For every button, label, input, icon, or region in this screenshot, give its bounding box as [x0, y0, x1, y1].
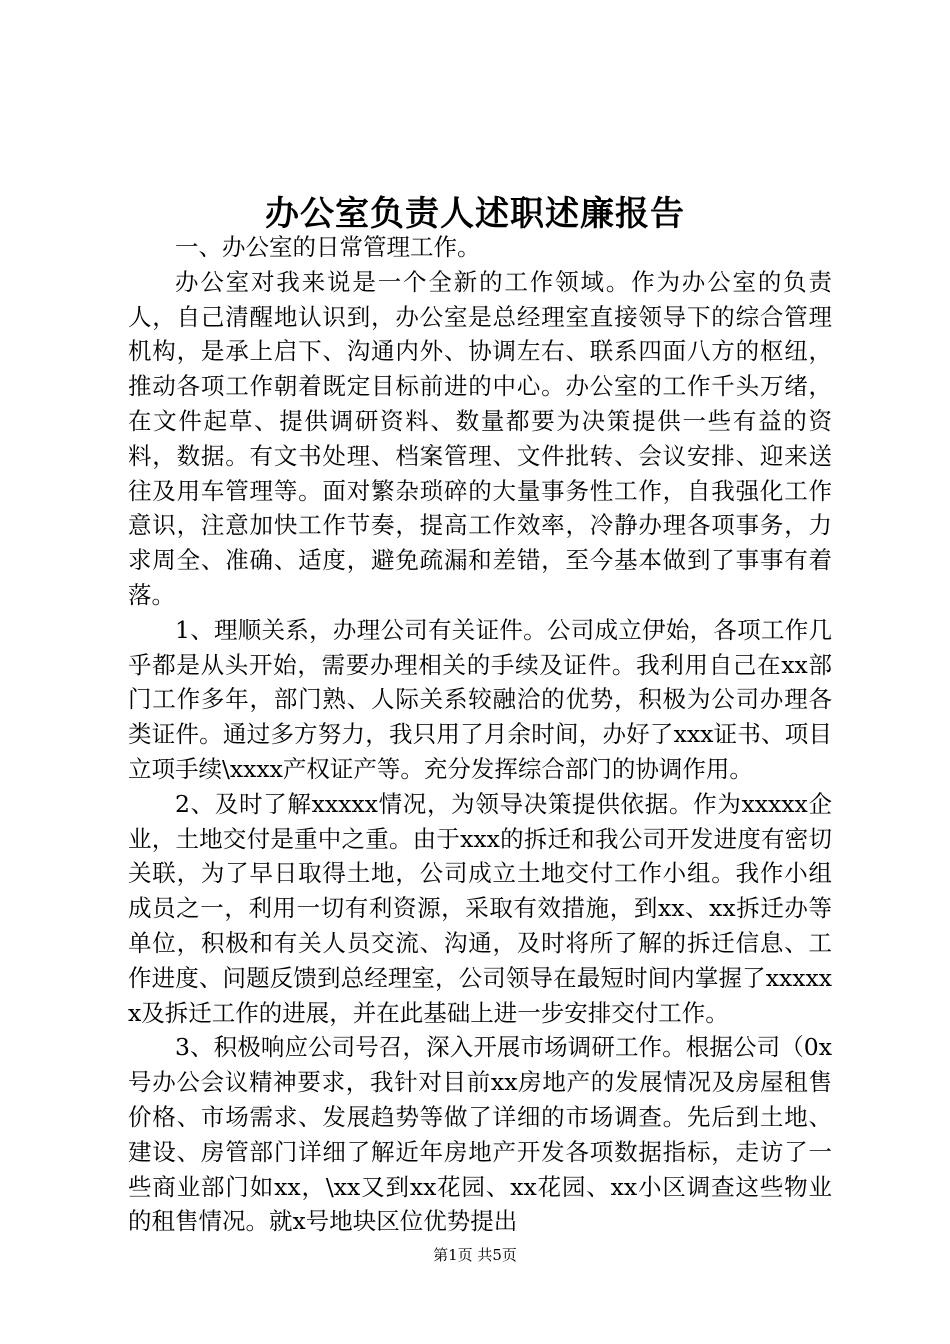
- paragraph-intro: 办公室对我来说是一个全新的工作领域。作为办公室的负责人，自己清醒地认识到，办公室是总经理室直接领导下的综合管理机构，是承上启下、沟通内外、协调左右、联系四面八方的枢纽，推动各项工作朝着既定目标前进的中心。办公室的工作千头万绪，在文件起草、提供调研资料、数量都要为决策提供一些有益的资料，数据。有文书处理、档案管理、文件批转、会议安排、迎来送往及用车管理等。面对繁杂琐碎的大量事务性工作，自我强化工作意识，注意加快工作节奏，提高工作效率，冷静办理各项事务，力求周全、准确、适度，避免疏漏和差错，至今基本做到了事事有着落。: [128, 267, 832, 609]
- paragraph-item-3: 3、积极响应公司号召，深入开展市场调研工作。根据公司（0x号办公会议精神要求，我针对目前xx房地产的发展情况及房屋租售价格、市场需求、发展趋势等做了详细的市场调查。先后到土地、建设、房管部门详细了解近年房地产开发各项数据指标，走访了一些商业部门如xx，\xx又到xx花园、xx花园、xx小区调查这些物业的租售情况。就x号地块区位优势提出: [128, 1033, 832, 1236]
- page-number-footer: 第1页 共5页: [433, 1246, 517, 1264]
- section-heading: 一、办公室的日常管理工作。: [175, 233, 481, 261]
- document-title: 办公室负责人述职述廉报告: [265, 194, 685, 234]
- paragraph-item-1: 1、理顺关系，办理公司有关证件。公司成立伊始，各项工作几乎都是从头开始，需要办理相关的手续及证件。我利用自己在xx部门工作多年，部门熟、人际关系较融洽的优势，积极为公司办理各类证件。通过多方努力，我只用了月余时间，办好了xxx证书、项目立项手续\xxxx产权证产等。充分发挥综合部门的协调作用。: [128, 615, 832, 783]
- paragraph-item-2: 2、及时了解xxxxx情况，为领导决策提供依据。作为xxxxx企业，土地交付是重中之重。由于xxx的拆迁和我公司开发进度有密切关联，为了早日取得土地，公司成立土地交付工作小组。我作小组成员之一，利用一切有利资源，采取有效措施，到xx、xx拆迁办等单位，积极和有关人员交流、沟通，及时将所了解的拆迁信息、工作进度、问题反馈到总经理室，公司领导在最短时间内掌握了xxxxxx及拆迁工作的进展，并在此基础上进一步安排交付工作。: [128, 789, 832, 1027]
- document-body: [128, 230, 832, 1239]
